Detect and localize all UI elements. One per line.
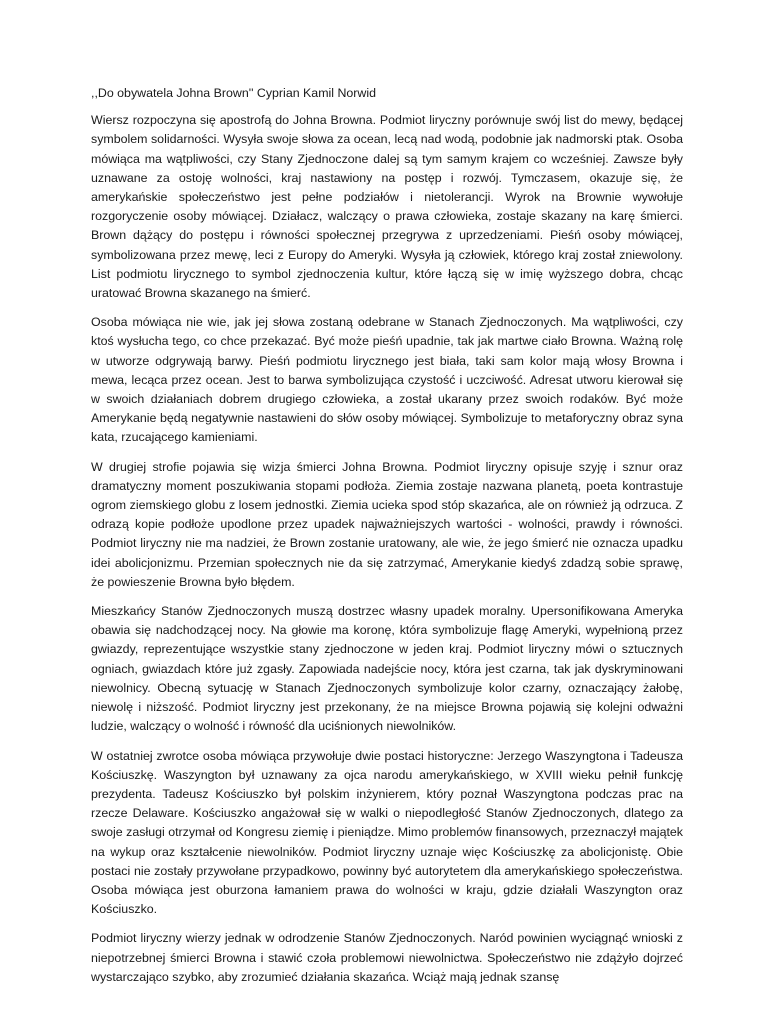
document-page <box>91 84 683 997</box>
paragraph-1: Wiersz rozpoczyna się apostrofą do Johna Browna. Podmiot liryczny porównuje swój list do mewy, będącej symbolem solidarności. Wysyła swoje słowa za ocean, lecą nad wodą, podobnie jak nadmorski ptak. Osoba mówiąca ma wątpliwości, czy Stany Zjednoczone dalej są tym samym krajem co wcześniej. Zawsze były uznawane za ostoję wolności, kraj nastawiony na postęp i rozwój. Tymczasem, okazuje się, że amerykańskie społeczeństwo jest pełne podziałów i nietolerancji. Wyrok na Brownie wywołuje rozgoryczenie osoby mówiącej. Działacz, walczący o prawa człowieka, zostaje skazany na karę śmierci. Brown dążący do postępu i równości społecznej przegrywa z uprzedzeniami. Pieśń osoby mówiącej, symbolizowana przez mewę, leci z Europy do Ameryki. Wysyła ją człowiek, którego kraj został zniewolony. List podmiotu lirycznego to symbol zjednoczenia kultur, które łączą się w imię wyższego dobra, chcąc uratować Browna skazanego na śmierć. <box>91 113 683 301</box>
paragraph-3: W drugiej strofie pojawia się wizja śmierci Johna Browna. Podmiot liryczny opisuje szyję i sznur oraz dramatyczny moment poszukiwania stopami podłoża. Ziemia zostaje nazwana planetą, poeta kontrastuje ogrom ziemskiego globu z losem jednostki. Ziemia ucieka spod stóp skazańca, ale on również ją odrzuca. Z odrazą kopie podłoże upodlone przez upadek najważniejszych wartości - wolności, prawdy i równości. Podmiot liryczny nie ma nadziei, że Brown zostanie uratowany, ale wie, że jego śmierć nie oznacza upadku idei abolicjonizmu. Przemian społecznych nie da się zatrzymać, Amerykanie kiedyś zdadzą sobie sprawę, że powieszenie Browna było błędem. <box>91 459 683 589</box>
document-title: ,,Do obywatela Johna Brown'' Cyprian Kamil Norwid <box>91 86 377 100</box>
paragraph-4: Mieszkańcy Stanów Zjednoczonych muszą dostrzec własny upadek moralny. Upersonifikowana Ameryka obawia się nadchodzącej nocy. Na głowie ma koronę, która symbolizuje flagę Ameryki, wypełnioną przez gwiazdy, reprezentujące wszystkie stany zjednoczone w jeden kraj. Podmiot liryczny mówi o sztucznych ogniach, gwiazdach które już zgasły. Zapowiada nadejście nocy, która jest czarna, tak jak dyskryminowani niewolnicy. Obecną sytuację w Stanach Zjednoczonych symbolizuje kolor czarny, oznaczający żałobę, niewolę i niższość. Podmiot liryczny jest przekonany, że na miejsce Browna pojawią się kolejni odważni ludzie, walczący o wolność i równość dla uciśnionych niewolników. <box>91 604 683 734</box>
paragraph-6: Podmiot liryczny wierzy jednak w odrodzenie Stanów Zjednoczonych. Naród powinien wyciągnąć wnioski z niepotrzebnej śmierci Browna i stawić czoła problemowi niewolnictwa. Społeczeństwo nie zdążyło dojrzeć wystarczająco szybko, aby zrozumieć działania skazańca. Wciąż mają jednak szansę <box>91 931 683 984</box>
paragraph-2: Osoba mówiąca nie wie, jak jej słowa zostaną odebrane w Stanach Zjednoczonych. Ma wątpliwości, czy ktoś wysłucha tego, co chce przekazać. Być może pieśń upadnie, tak jak martwe ciało Browna. Ważną rolę w utworze odgrywają barwy. Pieśń podmiotu lirycznego jest biała, taki sam kolor mają włosy Browna i mewa, lecąca przez ocean. Jest to barwa symbolizująca czystość i uczciwość. Adresat utworu kierował się w swoich działaniach dobrem drugiego człowieka, a został ukarany przez swoich rodaków. Być może Amerykanie będą negatywnie nastawieni do słów osoby mówiącej. Symbolizuje to metaforyczny obraz syna kata, rzucającego kamieniami. <box>91 315 683 445</box>
paragraph-5: W ostatniej zwrotce osoba mówiąca przywołuje dwie postaci historyczne: Jerzego Waszyngtona i Tadeusza Kościuszkę. Waszyngton był uznawany za ojca narodu amerykańskiego, w XVIII wieku pełnił funkcję prezydenta. Tadeusz Kościuszko był polskim inżynierem, który poznał Waszyngtona podczas prac na rzecze Delaware. Kościuszko angażował się w walki o niepodległość Stanów Zjednoczonych, dlatego za swoje zasługi otrzymał od Kongresu ziemię i pieniądze. Mimo problemów finansowych, przeznaczył majątek na wykup oraz kształcenie niewolników. Podmiot liryczny uznaje więc Kościuszkę za abolicjonistę. Obie postaci nie zostały przywołane przypadkowo, powinny być autorytetem dla amerykańskiego społeczeństwa. Osoba mówiąca jest oburzona łamaniem prawa do wolności w kraju, gdzie działali Waszyngton oraz Kościuszko. <box>91 748 683 917</box>
